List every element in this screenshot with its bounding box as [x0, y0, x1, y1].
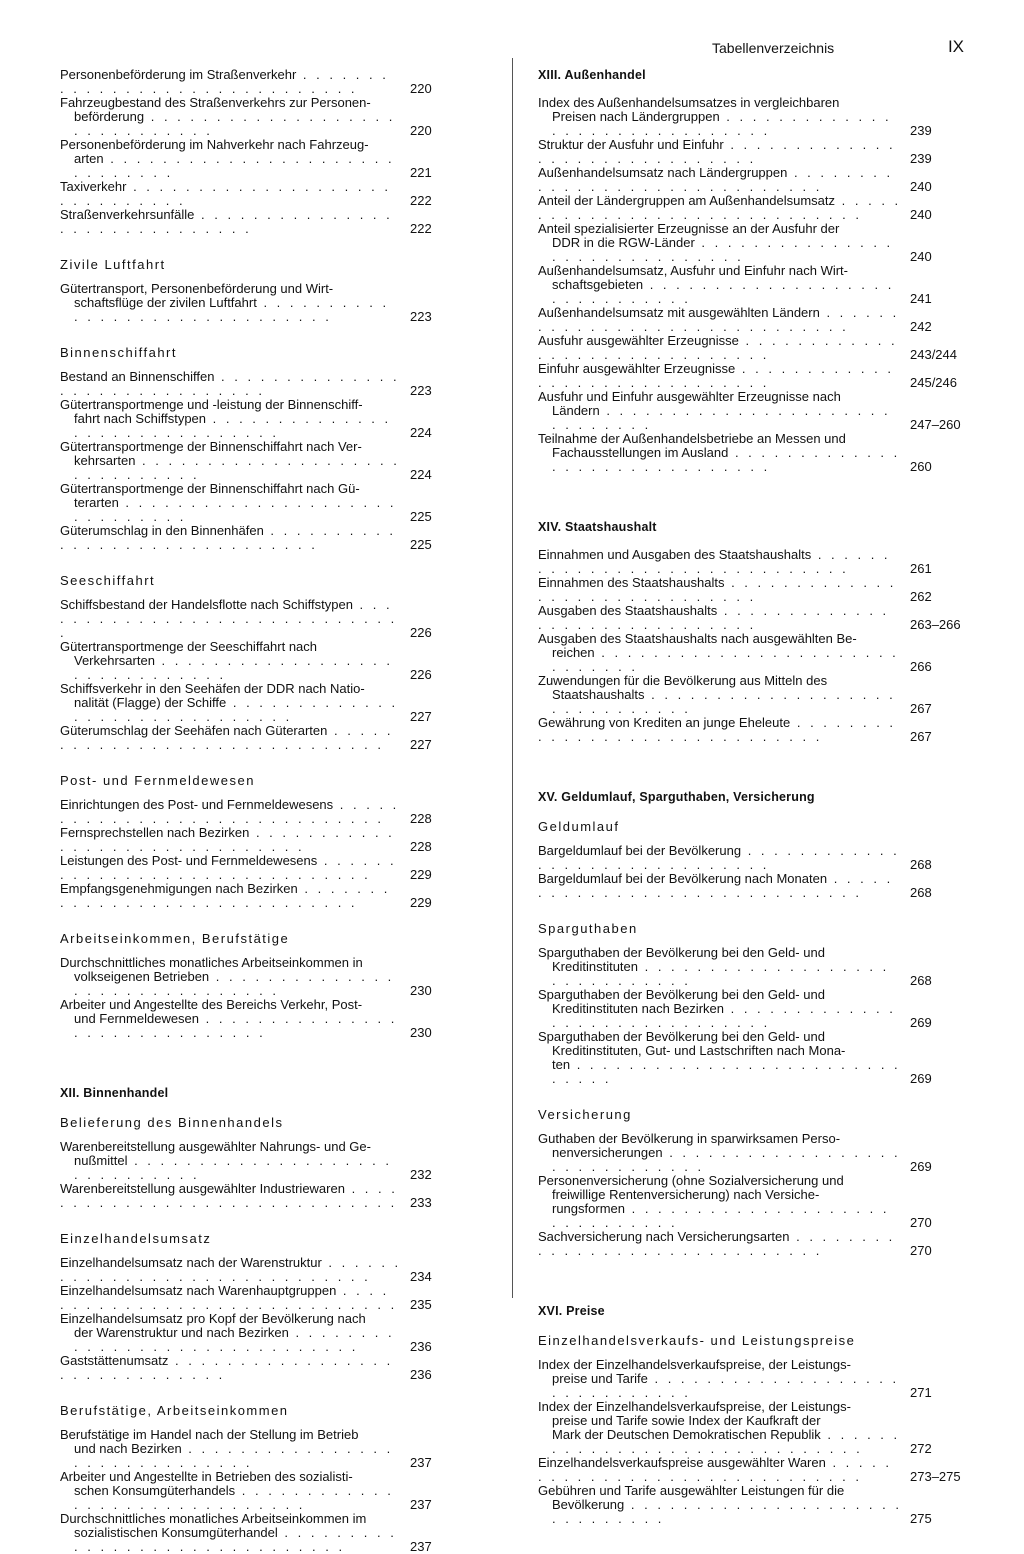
entry-title-line: terarten . . . . . . . . . . . . . . . . . . . . . . . . . . . . . .: [74, 495, 397, 524]
entry-title-line: Warenbereitstellung ausgewählter Industriewaren . . . . . . . . . . . . . . . . . . . . . . . . . . . . . .: [60, 1181, 398, 1210]
toc-entry: [60, 138, 464, 180]
entry-page-number: 223: [410, 383, 432, 398]
toc-entry: [60, 1354, 464, 1382]
leader-dots: . . . . . . . . . . . . . . . . . . . . . . . . . . . . . .: [552, 687, 896, 716]
entry-page-number: 227: [410, 737, 432, 752]
column-divider: [512, 58, 513, 1298]
entry-title-line: Ausgaben des Staatshaushalts nach ausgewählten Be-: [538, 631, 857, 646]
entry-title-line: Gütertransportmenge der Binnenschiffahrt nach Gü-: [60, 481, 360, 496]
entry-title-line: Warenbereitstellung ausgewählter Nahrungs- und Ge-: [60, 1139, 371, 1154]
entry-title-line: Bestand an Binnenschiffen . . . . . . . . . . . . . . . . . . . . . . . . . . . . . .: [60, 369, 400, 398]
entry-page-number: 240: [910, 179, 932, 194]
entry-title-line: Straßenverkehrsunfälle . . . . . . . . . . . . . . . . . . . . . . . . . . . . . .: [60, 207, 393, 236]
leader-dots: . . . . . . . . . . . . . . . . . . . . . . . . . . . . . .: [538, 603, 890, 632]
entry-title-line: Kreditinstituten, Gut- und Lastschriften nach Mona-: [552, 1043, 846, 1058]
entry-title-line: Sparguthaben der Bevölkerung bei den Geld- und: [538, 1029, 825, 1044]
entry-page-number: 245/246: [910, 375, 957, 390]
leader-dots: . . . . . . . . . . . . . . . . . . . . . . . . . . . . . .: [552, 403, 891, 432]
leader-dots: . . . . . . . . . . . . . . . . . . . . . . . . . . . . . .: [60, 825, 395, 854]
entry-title-line: schaftsflüge der zivilen Luftfahrt . . . . . . . . . . . . . . . . . . . . . . . . . . . . . .: [74, 295, 390, 324]
toc-entry: [60, 1428, 464, 1470]
leader-dots: . . . . . . . . . . . . . . . . . . . . . . . . . . . . . .: [74, 695, 399, 724]
toc-entry: [60, 1256, 464, 1284]
entry-title-line: Fahrzeugbestand des Straßenverkehrs zur Personen-: [60, 95, 371, 110]
entry-page-number: 271: [910, 1385, 932, 1400]
toc-entry: [538, 306, 964, 334]
leader-dots: . . . . . . . . . . . . . . . . . . . . . . . . . . . . . .: [74, 453, 400, 482]
entry-title-line: Teilnahme der Außenhandelsbetriebe an Messen und: [538, 431, 846, 446]
entry-title-line: und nach Bezirken . . . . . . . . . . . . . . . . . . . . . . . . . . . . . .: [74, 1441, 394, 1470]
entry-title-line: reichen . . . . . . . . . . . . . . . . . . . . . . . . . . . . . .: [552, 645, 899, 674]
toc-entry: [60, 370, 464, 398]
toc-entry: [538, 1230, 964, 1258]
left-column: [60, 68, 464, 1554]
entry-page-number: 269: [910, 1159, 932, 1174]
entry-title-line: nußmittel . . . . . . . . . . . . . . . . . . . . . . . . . . . . . .: [74, 1153, 392, 1182]
group-heading: Einzelhandelsumsatz: [60, 1231, 212, 1246]
section-heading: XVI. Preise: [538, 1304, 605, 1318]
entry-title-line: Struktur der Ausfuhr und Einfuhr . . . . . . . . . . . . . . . . . . . . . . . . . . . . . .: [538, 137, 896, 166]
entry-title-line: freiwillige Rentenversicherung) nach Versiche-: [552, 1187, 820, 1202]
toc-entry: [538, 264, 964, 306]
toc-entry: [538, 390, 964, 432]
entry-page-number: 230: [410, 1025, 432, 1040]
entry-page-number: 228: [410, 839, 432, 854]
leader-dots: . . . . . . . . . . . . . . . . . . . . . . . . . . . . . .: [60, 523, 397, 552]
leader-dots: . . . . . . . . . . . . . . . . . . . . . . . . . . . . . .: [552, 235, 894, 264]
toc-entry: [60, 724, 464, 752]
leader-dots: . . . . . . . . . . . . . . . . . . . . . . . . . . . . . .: [74, 109, 396, 138]
leader-dots: . . . . . . . . . . . . . . . . . . . . . . . . . . . . . .: [74, 1011, 398, 1040]
entry-title-line: Fernsprechstellen nach Bezirken . . . . . . . . . . . . . . . . . . . . . . . . . . . . . .: [60, 825, 395, 854]
leader-dots: . . . . . . . . . . . . . . . . . . . . . . . . . . . . . .: [74, 295, 390, 324]
entry-title-line: Gebühren und Tarife ausgewählter Leistungen für die: [538, 1483, 845, 1498]
toc-entry: [60, 854, 464, 882]
entry-title-line: Gütertransportmenge und -leistung der Binnenschiff-: [60, 397, 363, 412]
entry-page-number: 272: [910, 1441, 932, 1456]
group-heading: Versicherung: [538, 1107, 632, 1122]
toc-entry: [60, 398, 464, 440]
leader-dots: . . . . . . . . . . . . . . . . . . . . . . . . . . . . . .: [552, 1427, 901, 1456]
entry-page-number: 222: [410, 193, 432, 208]
entry-page-number: 225: [410, 537, 432, 552]
entry-page-number: 229: [410, 867, 432, 882]
entry-title-line: Gewährung von Krediten an junge Eheleute . . . . . . . . . . . . . . . . . . . . . . . . . . . . . .: [538, 715, 897, 744]
entry-page-number: 240: [910, 249, 932, 264]
entry-page-number: 267: [910, 701, 932, 716]
group-heading: Geldumlauf: [538, 819, 620, 834]
toc-entry: [60, 282, 464, 324]
leader-dots: . . . . . . . . . . . . . . . . . . . . . . . . . . . . . .: [74, 1153, 392, 1182]
entry-page-number: 266: [910, 659, 932, 674]
entry-page-number: 230: [410, 983, 432, 998]
entry-title-line: Arbeiter und Angestellte des Bereichs Verkehr, Post-: [60, 997, 363, 1012]
entry-page-number: 229: [410, 895, 432, 910]
entry-title-line: Einzelhandelsumsatz nach Warenhauptgruppen . . . . . . . . . . . . . . . . . . . . . . . . . . . . . .: [60, 1283, 398, 1312]
toc-entry: [538, 1456, 964, 1484]
entry-page-number: 235: [410, 1297, 432, 1312]
toc-entry: [60, 682, 464, 724]
entry-title-line: Kreditinstituten . . . . . . . . . . . . . . . . . . . . . . . . . . . . . .: [552, 959, 890, 988]
entry-title-line: rungsformen . . . . . . . . . . . . . . . . . . . . . . . . . . . . . .: [552, 1201, 890, 1230]
leader-dots: . . . . . . . . . . . . . . . . . . . . . . . . . . . . . .: [60, 1353, 394, 1382]
entry-title-line: Taxiverkehr . . . . . . . . . . . . . . . . . . . . . . . . . . . . . .: [60, 179, 391, 208]
group-heading: Seeschiffahrt: [60, 573, 156, 588]
toc-entry: [538, 632, 964, 674]
entry-title-line: Index der Einzelhandelsverkaufspreise, der Leistungs-: [538, 1399, 851, 1414]
entry-title-line: Index der Einzelhandelsverkaufspreise, der Leistungs-: [538, 1357, 851, 1372]
entry-page-number: 232: [410, 1167, 432, 1182]
leader-dots: . . . . . . . . . . . . . . . . . . . . . . . . . . . . . .: [60, 67, 389, 96]
entry-page-number: 268: [910, 857, 932, 872]
toc-entry: [538, 716, 964, 744]
toc-entry: [538, 946, 964, 988]
leader-dots: . . . . . . . . . . . . . . . . . . . . . . . . . . . . . .: [60, 1181, 398, 1210]
entry-page-number: 237: [410, 1539, 432, 1554]
entry-title-line: Anteil spezialisierter Erzeugnisse an der Ausfuhr der: [538, 221, 840, 236]
entry-title-line: Bevölkerung . . . . . . . . . . . . . . . . . . . . . . . . . . . . . .: [552, 1497, 902, 1526]
group-heading: Zivile Luftfahrt: [60, 257, 166, 272]
entry-title-line: Ländern . . . . . . . . . . . . . . . . . . . . . . . . . . . . . .: [552, 403, 891, 432]
toc-entry: [60, 180, 464, 208]
entry-title-line: preise und Tarife . . . . . . . . . . . . . . . . . . . . . . . . . . . . . .: [552, 1371, 900, 1400]
group-heading: Post- und Fernmeldewesen: [60, 773, 255, 788]
leader-dots: . . . . . . . . . . . . . . . . . . . . . . . . . . . . . .: [60, 207, 393, 236]
section-heading: XV. Geldumlauf, Sparguthaben, Versicherung: [538, 790, 815, 804]
entry-title-line: Bargeldumlauf bei der Bevölkerung nach Monaten . . . . . . . . . . . . . . . . . . . . . . . . . . . . . .: [538, 871, 894, 900]
toc-entry: [60, 1140, 464, 1182]
entry-page-number: 236: [410, 1367, 432, 1382]
leader-dots: . . . . . . . . . . . . . . . . . . . . . . . . . . . . . .: [538, 193, 902, 222]
entry-title-line: beförderung . . . . . . . . . . . . . . . . . . . . . . . . . . . . . .: [74, 109, 396, 138]
entry-page-number: 236: [410, 1339, 432, 1354]
entry-title-line: Sachversicherung nach Versicherungsarten . . . . . . . . . . . . . . . . . . . . . . . . . . . . . .: [538, 1229, 896, 1258]
leader-dots: . . . . . . . . . . . . . . . . . . . . . . . . . . . . . .: [60, 1283, 398, 1312]
group-heading: Binnenschiffahrt: [60, 345, 177, 360]
toc-entry: [60, 640, 464, 682]
entry-title-line: Ausfuhr ausgewählter Erzeugnisse . . . . . . . . . . . . . . . . . . . . . . . . . . . . . .: [538, 333, 898, 362]
entry-title-line: Fachausstellungen im Ausland . . . . . . . . . . . . . . . . . . . . . . . . . . . . . .: [552, 445, 901, 474]
entry-page-number: 237: [410, 1455, 432, 1470]
toc-entry: [538, 1132, 964, 1174]
entry-title-line: Güterumschlag der Seehäfen nach Güterarten . . . . . . . . . . . . . . . . . . . . . . . . . . . . . .: [60, 723, 394, 752]
entry-title-line: Außenhandelsumsatz, Ausfuhr und Einfuhr nach Wirt-: [538, 263, 848, 278]
toc-entry: [60, 598, 464, 640]
entry-title-line: nalität (Flagge) der Schiffe . . . . . . . . . . . . . . . . . . . . . . . . . . . . . .: [74, 695, 399, 724]
entry-title-line: arten . . . . . . . . . . . . . . . . . . . . . . . . . . . . . .: [74, 151, 395, 180]
toc-entry: [60, 96, 464, 138]
leader-dots: . . . . . . . . . . . . . . . . . . . . . . . . . . . . . .: [538, 333, 898, 362]
entry-title-line: Schiffsverkehr in den Seehäfen der DDR nach Natio-: [60, 681, 365, 696]
toc-entry: [538, 166, 964, 194]
leader-dots: . . . . . . . . . . . . . . . . . . . . . . . . . . . . . .: [74, 1441, 394, 1470]
leader-dots: . . . . . . . . . . . . . . . . . . . . . . . . . . . . . .: [74, 653, 393, 682]
leader-dots: . . . . . . . . . . . . . . . . . . . . . . . . . . . . . .: [60, 597, 398, 640]
leader-dots: . . . . . . . . . . . . . . . . . . . . . . . . . . . . . .: [552, 109, 892, 138]
entry-page-number: 270: [910, 1243, 932, 1258]
entry-title-line: Einzelhandelsumsatz nach der Warenstruktur . . . . . . . . . . . . . . . . . . . . . . . . . . . . . .: [60, 1255, 402, 1284]
entry-page-number: 239: [910, 151, 932, 166]
toc-entry: [60, 826, 464, 854]
entry-page-number: 221: [410, 165, 432, 180]
leader-dots: . . . . . . . . . . . . . . . . . . . . . . . . . . . . . .: [60, 853, 397, 882]
entry-page-number: 261: [910, 561, 932, 576]
toc-entry: [538, 96, 964, 138]
leader-dots: . . . . . . . . . . . . . . . . . . . . . . . . . . . . . .: [538, 1455, 892, 1484]
entry-title-line: Kreditinstituten nach Bezirken . . . . . . . . . . . . . . . . . . . . . . . . . . . . . .: [552, 1001, 896, 1030]
entry-page-number: 226: [410, 625, 432, 640]
toc-entry: [60, 1312, 464, 1354]
leader-dots: . . . . . . . . . . . . . . . . . . . . . . . . . . . . . .: [538, 361, 894, 390]
toc-entry: [538, 1358, 964, 1400]
toc-entry: [538, 1400, 964, 1456]
leader-dots: . . . . . . . . . . . . . . . . . . . . . . . . . . . . . .: [60, 369, 400, 398]
toc-entry: [60, 208, 464, 236]
leader-dots: . . . . . . . . . . . . . . . . . . . . . . . . . . . . . .: [538, 305, 900, 334]
entry-page-number: 220: [410, 81, 432, 96]
leader-dots: . . . . . . . . . . . . . . . . . . . . . . . . . . . . . .: [60, 881, 391, 910]
toc-entry: [538, 1174, 964, 1230]
entry-title-line: Personenversicherung (ohne Sozialversicherung und: [538, 1173, 844, 1188]
leader-dots: . . . . . . . . . . . . . . . . . . . . . . . . . . . . . .: [538, 871, 894, 900]
section-heading: XIV. Staatshaushalt: [538, 520, 657, 534]
entry-page-number: 224: [410, 425, 432, 440]
entry-title-line: Ausfuhr und Einfuhr ausgewählter Erzeugnisse nach: [538, 389, 841, 404]
toc-entry: [60, 1284, 464, 1312]
entry-title-line: DDR in die RGW-Länder . . . . . . . . . . . . . . . . . . . . . . . . . . . . . .: [552, 235, 894, 264]
entry-page-number: 267: [910, 729, 932, 744]
toc-entry: [538, 548, 964, 576]
right-column: [538, 68, 964, 1526]
entry-title-line: Außenhandelsumsatz nach Ländergruppen . . . . . . . . . . . . . . . . . . . . . . . . . . . . . .: [538, 165, 894, 194]
entry-title-line: schaftsgebieten . . . . . . . . . . . . . . . . . . . . . . . . . . . . . .: [552, 277, 895, 306]
entry-page-number: 269: [910, 1015, 932, 1030]
entry-title-line: Index des Außenhandelsumsatzes in vergleichbaren: [538, 95, 840, 110]
entry-title-line: sozialistischen Konsumgüterhandel . . . . . . . . . . . . . . . . . . . . . . . . . . . . . .: [74, 1525, 397, 1554]
entry-page-number: 226: [410, 667, 432, 682]
entry-title-line: volkseigenen Betrieben . . . . . . . . . . . . . . . . . . . . . . . . . . . . . .: [74, 969, 395, 998]
entry-title-line: Leistungen des Post- und Fernmeldewesens . . . . . . . . . . . . . . . . . . . . . . . . . . . . . .: [60, 853, 397, 882]
entry-title-line: Sparguthaben der Bevölkerung bei den Geld- und: [538, 945, 825, 960]
entry-title-line: Ausgaben des Staatshaushalts . . . . . . . . . . . . . . . . . . . . . . . . . . . . . .: [538, 603, 890, 632]
toc-entry: [538, 334, 964, 362]
toc-entry: [60, 956, 464, 998]
toc-entry: [60, 882, 464, 910]
entry-title-line: kehrsarten . . . . . . . . . . . . . . . . . . . . . . . . . . . . . .: [74, 453, 400, 482]
leader-dots: . . . . . . . . . . . . . . . . . . . . . . . . . . . . . .: [538, 137, 896, 166]
toc-entry: [538, 194, 964, 222]
entry-title-line: Einzelhandelsumsatz pro Kopf der Bevölkerung nach: [60, 1311, 366, 1326]
leader-dots: . . . . . . . . . . . . . . . . . . . . . . . . . . . . . .: [74, 411, 392, 440]
entry-title-line: Empfangsgenehmigungen nach Bezirken . . . . . . . . . . . . . . . . . . . . . . . . . . . . . .: [60, 881, 391, 910]
entry-title-line: Preisen nach Ländergruppen . . . . . . . . . . . . . . . . . . . . . . . . . . . . . .: [552, 109, 892, 138]
entry-page-number: 273–275: [910, 1469, 961, 1484]
group-heading: Arbeitseinkommen, Berufstätige: [60, 931, 290, 946]
toc-entry: [538, 432, 964, 474]
toc-entry: [538, 1030, 964, 1086]
entry-page-number: 260: [910, 459, 932, 474]
entry-title-line: fahrt nach Schiffstypen . . . . . . . . . . . . . . . . . . . . . . . . . . . . . .: [74, 411, 392, 440]
page-header: [712, 38, 972, 62]
leader-dots: . . . . . . . . . . . . . . . . . . . . . . . . . . . . . .: [74, 151, 395, 180]
entry-title-line: Staatshaushalts . . . . . . . . . . . . . . . . . . . . . . . . . . . . . .: [552, 687, 896, 716]
entry-title-line: Außenhandelsumsatz mit ausgewählten Ländern . . . . . . . . . . . . . . . . . . . . . . . . . . . . . .: [538, 305, 900, 334]
entry-title-line: preise und Tarife sowie Index der Kaufkraft der: [552, 1413, 821, 1428]
group-heading: Berufstätige, Arbeitseinkommen: [60, 1403, 289, 1418]
leader-dots: . . . . . . . . . . . . . . . . . . . . . . . . . . . . . .: [538, 575, 897, 604]
leader-dots: . . . . . . . . . . . . . . . . . . . . . . . . . . . . . .: [552, 1145, 901, 1174]
leader-dots: . . . . . . . . . . . . . . . . . . . . . . . . . . . . . .: [538, 547, 891, 576]
entry-page-number: 269: [910, 1071, 932, 1086]
entry-title-line: und Fernmeldewesen . . . . . . . . . . . . . . . . . . . . . . . . . . . . . .: [74, 1011, 398, 1040]
toc-entry: [60, 1470, 464, 1512]
entry-title-line: Berufstätige im Handel nach der Stellung im Betrieb: [60, 1427, 359, 1442]
entry-title-line: Verkehrsarten . . . . . . . . . . . . . . . . . . . . . . . . . . . . . .: [74, 653, 393, 682]
toc-entry: [60, 482, 464, 524]
group-heading: Sparguthaben: [538, 921, 638, 936]
entry-title-line: Güterumschlag in den Binnenhäfen . . . . . . . . . . . . . . . . . . . . . . . . . . . . . .: [60, 523, 397, 552]
leader-dots: . . . . . . . . . . . . . . . . . . . . . . . . . . . . . .: [552, 959, 890, 988]
leader-dots: . . . . . . . . . . . . . . . . . . . . . . . . . . . . . .: [552, 645, 899, 674]
entry-page-number: 247–260: [910, 417, 961, 432]
entry-title-line: Personenbeförderung im Straßenverkehr . . . . . . . . . . . . . . . . . . . . . . . . . . . . . .: [60, 67, 389, 96]
entry-page-number: 234: [410, 1269, 432, 1284]
toc-entry: [60, 998, 464, 1040]
toc-entry: [538, 674, 964, 716]
section-heading: XII. Binnenhandel: [60, 1086, 169, 1100]
entry-page-number: 228: [410, 811, 432, 826]
entry-title-line: Arbeiter und Angestellte in Betrieben des sozialisti-: [60, 1469, 353, 1484]
toc-entry: [538, 1484, 964, 1526]
entry-title-line: Sparguthaben der Bevölkerung bei den Geld- und: [538, 987, 825, 1002]
leader-dots: . . . . . . . . . . . . . . . . . . . . . . . . . . . . . .: [74, 1483, 394, 1512]
toc-entry: [60, 798, 464, 826]
entry-page-number: 233: [410, 1195, 432, 1210]
entry-page-number: 220: [410, 123, 432, 138]
toc-entry: [60, 68, 464, 96]
leader-dots: . . . . . . . . . . . . . . . . . . . . . . . . . . . . . .: [74, 969, 395, 998]
entry-title-line: Einrichtungen des Post- und Fernmeldewesens . . . . . . . . . . . . . . . . . . . . . . . . . . . . . .: [60, 797, 400, 826]
entry-title-line: Einzelhandelsverkaufspreise ausgewählter Waren . . . . . . . . . . . . . . . . . . . . . . . . . . . . . .: [538, 1455, 892, 1484]
group-heading: Einzelhandelsverkaufs- und Leistungspreise: [538, 1333, 856, 1348]
group-heading: Belieferung des Binnenhandels: [60, 1115, 284, 1130]
entry-title-line: Gütertransportmenge der Binnenschiffahrt nach Ver-: [60, 439, 362, 454]
leader-dots: . . . . . . . . . . . . . . . . . . . . . . . . . . . . . .: [74, 1525, 397, 1554]
toc-entry: [538, 362, 964, 390]
leader-dots: . . . . . . . . . . . . . . . . . . . . . . . . . . . . . .: [60, 179, 391, 208]
entry-title-line: Guthaben der Bevölkerung in sparwirksamen Perso-: [538, 1131, 841, 1146]
page-number: IX: [947, 37, 964, 56]
entry-page-number: 268: [910, 885, 932, 900]
section-heading: XIII. Außenhandel: [538, 68, 646, 82]
entry-page-number: 263–266: [910, 617, 961, 632]
entry-page-number: 222: [410, 221, 432, 236]
entry-page-number: 224: [410, 467, 432, 482]
leader-dots: . . . . . . . . . . . . . . . . . . . . . . . . . . . . . .: [552, 1201, 890, 1230]
leader-dots: . . . . . . . . . . . . . . . . . . . . . . . . . . . . . .: [74, 1325, 395, 1354]
toc-entry: [538, 576, 964, 604]
leader-dots: . . . . . . . . . . . . . . . . . . . . . . . . . . . . . .: [552, 277, 895, 306]
entry-title-line: ten . . . . . . . . . . . . . . . . . . . . . . . . . . . . . .: [552, 1057, 901, 1086]
entry-page-number: 237: [410, 1497, 432, 1512]
leader-dots: . . . . . . . . . . . . . . . . . . . . . . . . . . . . . .: [60, 723, 394, 752]
entry-page-number: 227: [410, 709, 432, 724]
leader-dots: . . . . . . . . . . . . . . . . . . . . . . . . . . . . . .: [538, 715, 897, 744]
entry-title-line: Durchschnittliches monatliches Arbeitseinkommen in: [60, 955, 363, 970]
entry-title-line: Personenbeförderung im Nahverkehr nach Fahrzeug-: [60, 137, 369, 152]
leader-dots: . . . . . . . . . . . . . . . . . . . . . . . . . . . . . .: [60, 797, 400, 826]
entry-page-number: 270: [910, 1215, 932, 1230]
entry-page-number: 243/244: [910, 347, 957, 362]
entry-page-number: 262: [910, 589, 932, 604]
toc-entry: [538, 138, 964, 166]
leader-dots: . . . . . . . . . . . . . . . . . . . . . . . . . . . . . .: [538, 165, 894, 194]
entry-title-line: Mark der Deutschen Demokratischen Republik . . . . . . . . . . . . . . . . . . . . . . . . . . . . . .: [552, 1427, 901, 1456]
entry-title-line: Einnahmen des Staatshaushalts . . . . . . . . . . . . . . . . . . . . . . . . . . . . . .: [538, 575, 897, 604]
entry-page-number: 268: [910, 973, 932, 988]
entry-title-line: Zuwendungen für die Bevölkerung aus Mitteln des: [538, 673, 828, 688]
leader-dots: . . . . . . . . . . . . . . . . . . . . . . . . . . . . . .: [538, 1229, 896, 1258]
entry-title-line: Anteil der Ländergruppen am Außenhandelsumsatz . . . . . . . . . . . . . . . . . . . . . . . . . . . . . .: [538, 193, 902, 222]
entry-title-line: Schiffsbestand der Handelsflotte nach Schiffstypen . . . . . . . . . . . . . . . . . . . . . . . . . . . . . .: [60, 597, 398, 640]
toc-entry: [538, 844, 964, 872]
entry-title-line: schen Konsumgüterhandels . . . . . . . . . . . . . . . . . . . . . . . . . . . . . .: [74, 1483, 394, 1512]
running-title: Tabellenverzeichnis: [712, 40, 835, 56]
entry-page-number: 239: [910, 123, 932, 138]
entry-title-line: Bargeldumlauf bei der Bevölkerung . . . . . . . . . . . . . . . . . . . . . . . . . . . . . .: [538, 843, 900, 872]
toc-entry: [538, 988, 964, 1030]
toc-entry: [538, 872, 964, 900]
leader-dots: . . . . . . . . . . . . . . . . . . . . . . . . . . . . . .: [552, 1057, 901, 1086]
leader-dots: . . . . . . . . . . . . . . . . . . . . . . . . . . . . . .: [60, 1255, 402, 1284]
entry-page-number: 223: [410, 309, 432, 324]
toc-entry: [538, 222, 964, 264]
leader-dots: . . . . . . . . . . . . . . . . . . . . . . . . . . . . . .: [552, 1371, 900, 1400]
toc-entry: [538, 604, 964, 632]
toc-entry: [60, 1512, 464, 1554]
leader-dots: . . . . . . . . . . . . . . . . . . . . . . . . . . . . . .: [552, 1497, 902, 1526]
leader-dots: . . . . . . . . . . . . . . . . . . . . . . . . . . . . . .: [552, 1001, 896, 1030]
entry-page-number: 225: [410, 509, 432, 524]
leader-dots: . . . . . . . . . . . . . . . . . . . . . . . . . . . . . .: [552, 445, 901, 474]
entry-title-line: Gütertransportmenge der Seeschiffahrt nach: [60, 639, 318, 654]
entry-title-line: Gaststättenumsatz . . . . . . . . . . . . . . . . . . . . . . . . . . . . . .: [60, 1353, 394, 1382]
toc-entry: [60, 1182, 464, 1210]
entry-title-line: Einfuhr ausgewählter Erzeugnisse . . . . . . . . . . . . . . . . . . . . . . . . . . . . . .: [538, 361, 894, 390]
entry-page-number: 240: [910, 207, 932, 222]
entry-title-line: nenversicherungen . . . . . . . . . . . . . . . . . . . . . . . . . . . . . .: [552, 1145, 901, 1174]
leader-dots: . . . . . . . . . . . . . . . . . . . . . . . . . . . . . .: [538, 843, 900, 872]
entry-title-line: Einnahmen und Ausgaben des Staatshaushalts . . . . . . . . . . . . . . . . . . . . . . . . . . . . . .: [538, 547, 891, 576]
leader-dots: . . . . . . . . . . . . . . . . . . . . . . . . . . . . . .: [74, 495, 397, 524]
entry-page-number: 242: [910, 319, 932, 334]
entry-page-number: 241: [910, 291, 932, 306]
entry-title-line: Gütertransport, Personenbeförderung und Wirt-: [60, 281, 334, 296]
entry-title-line: der Warenstruktur und nach Bezirken . . . . . . . . . . . . . . . . . . . . . . . . . . . . . .: [74, 1325, 395, 1354]
toc-entry: [60, 440, 464, 482]
toc-entry: [60, 524, 464, 552]
entry-page-number: 275: [910, 1511, 932, 1526]
entry-title-line: Durchschnittliches monatliches Arbeitseinkommen im: [60, 1511, 367, 1526]
